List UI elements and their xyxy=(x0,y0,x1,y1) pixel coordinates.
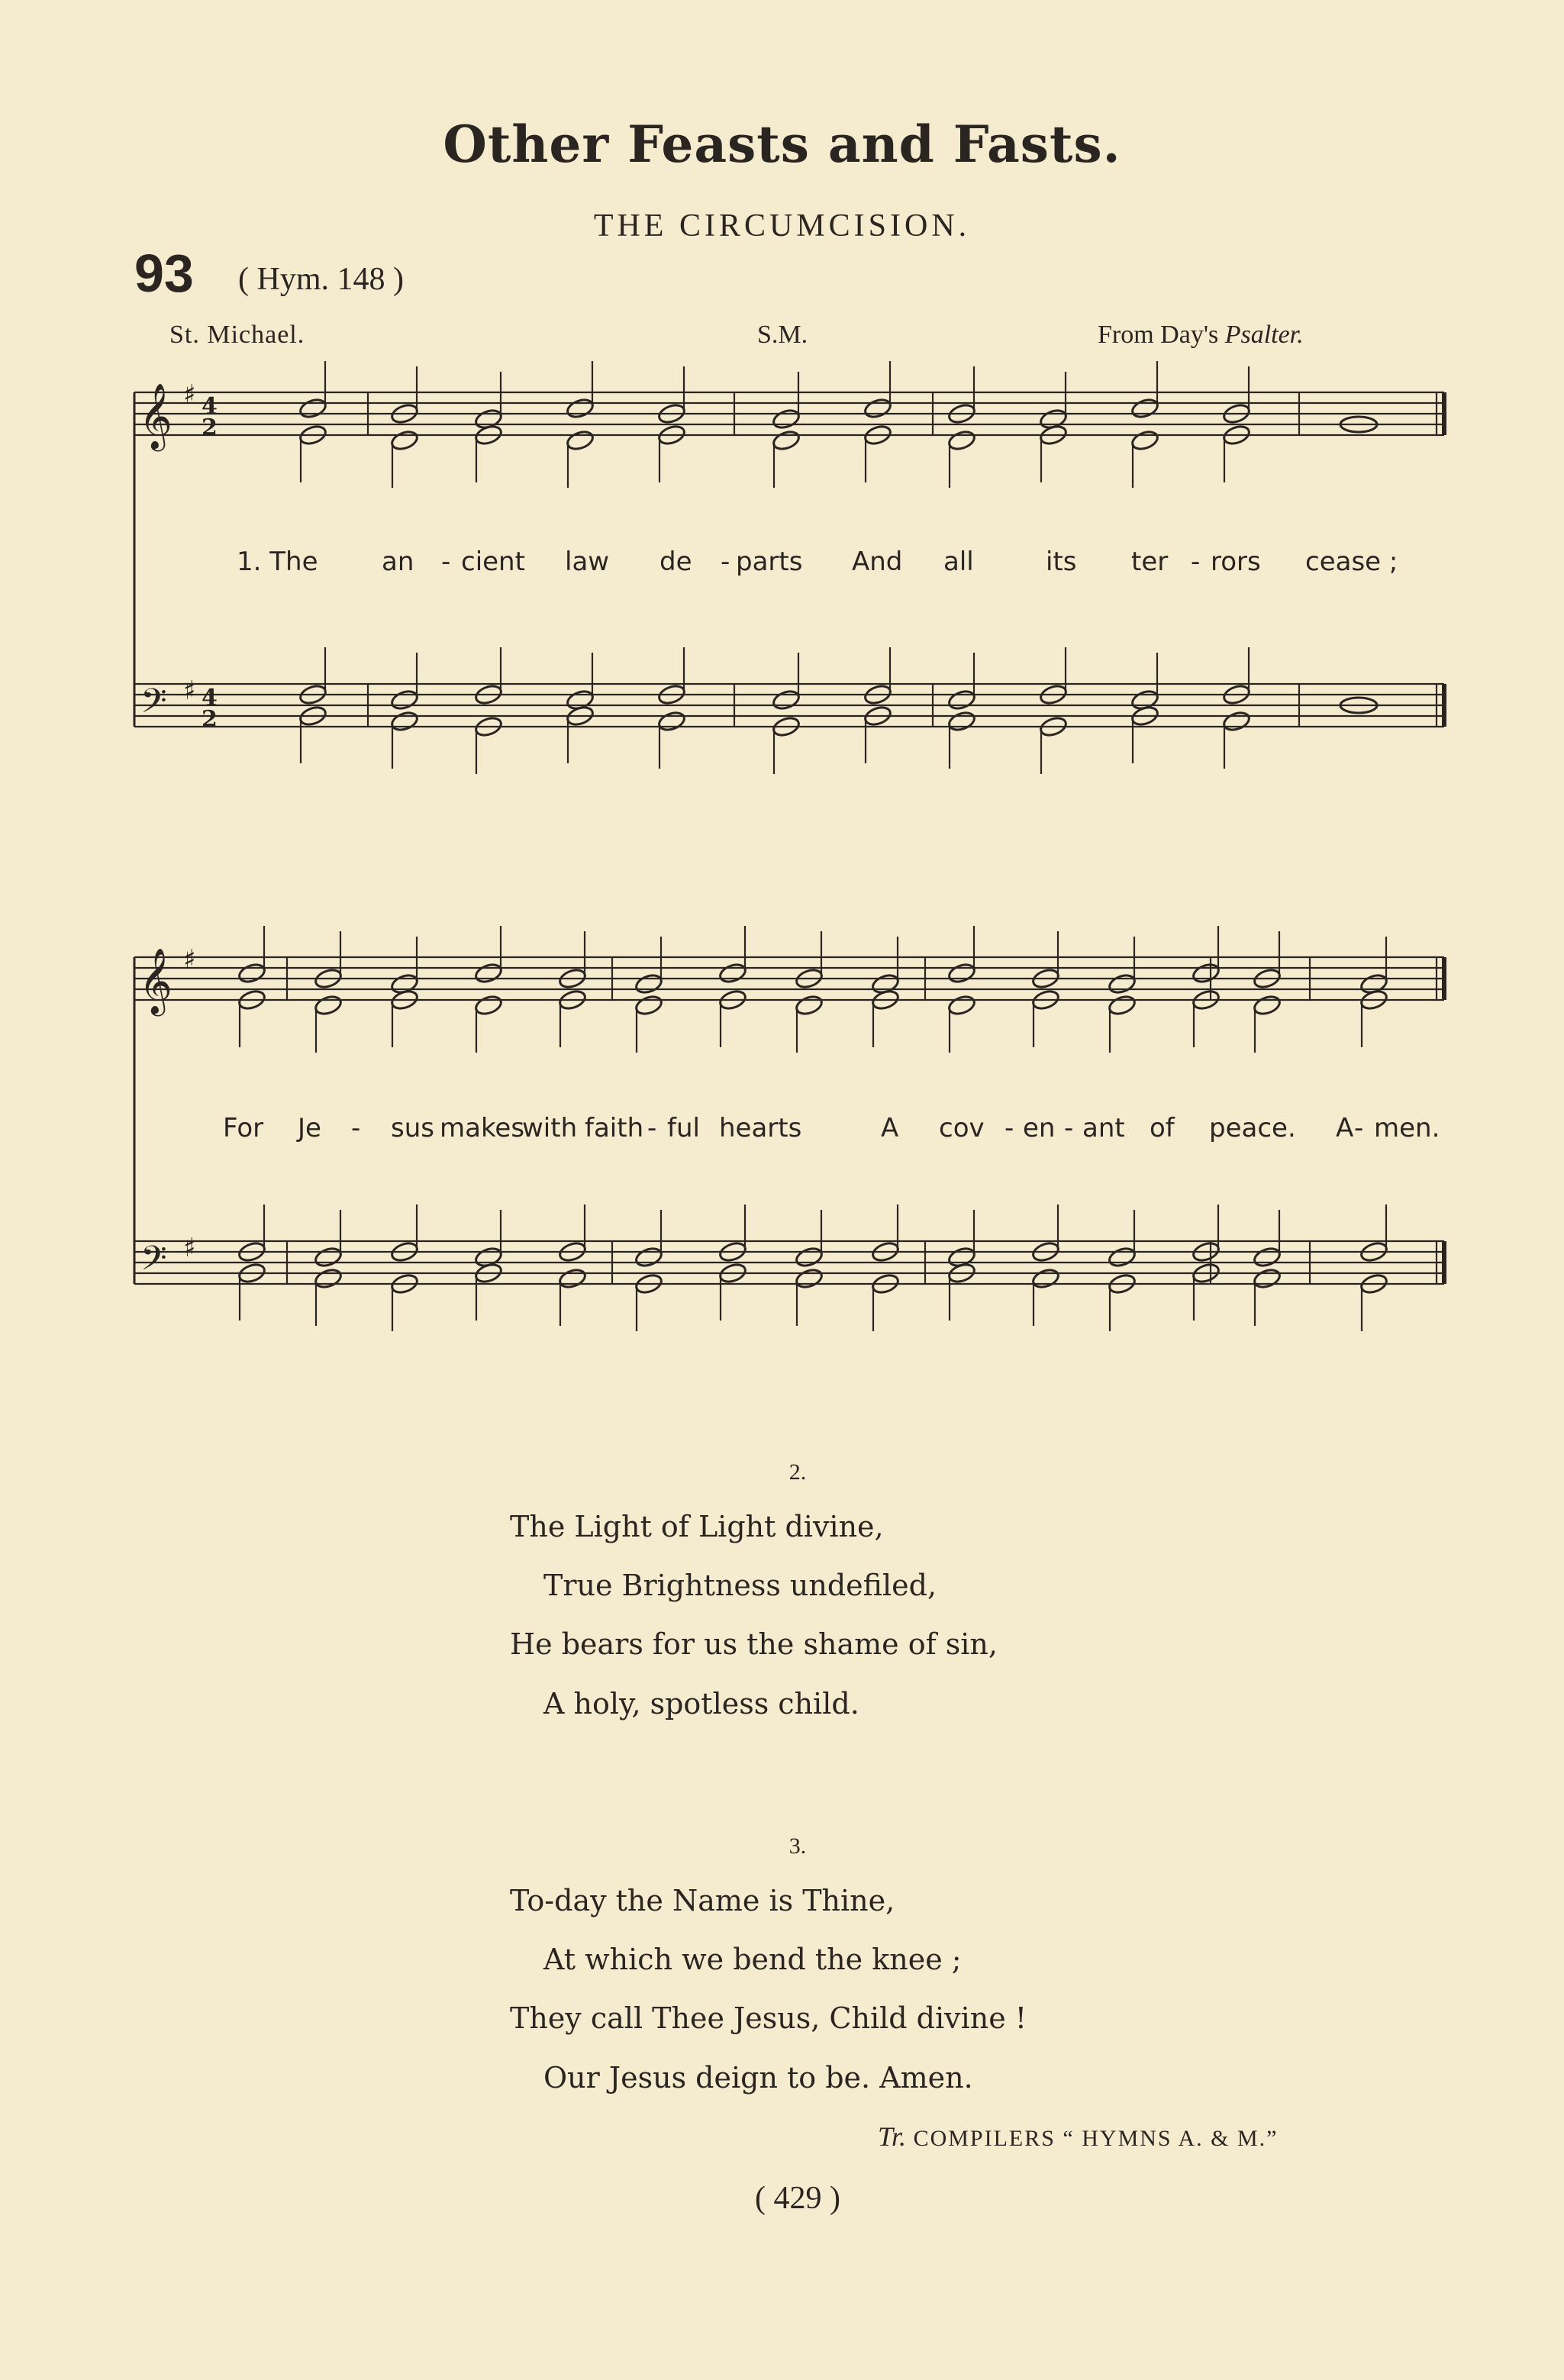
note-head xyxy=(314,1246,343,1269)
stanza-3-line-4: Our Jesus deign to be. Amen. xyxy=(543,2061,973,2095)
lyric-line1-7: parts xyxy=(736,547,803,577)
note-head xyxy=(474,962,504,985)
stanza-2-line-4: A holy, spotless child. xyxy=(543,1687,859,1721)
note-head xyxy=(947,689,977,711)
lyric-line2-11: cov xyxy=(939,1113,985,1143)
page-number: ( 429 ) xyxy=(755,2181,840,2216)
treble-clef-icon: 𝄞 xyxy=(139,948,173,1014)
note-head xyxy=(657,710,687,733)
lyric-line1-10: its xyxy=(1046,547,1077,577)
lyric-line2-5: with xyxy=(522,1113,578,1143)
lyric-line1-14: cease ; xyxy=(1305,547,1398,577)
lyric-line2-15: ant xyxy=(1082,1113,1125,1143)
note-head xyxy=(634,972,664,995)
lyric-line1-6: - xyxy=(721,547,730,577)
sharp-icon: ♯ xyxy=(183,944,196,975)
lyric-line1-4: law xyxy=(565,547,610,577)
note-head xyxy=(390,689,420,711)
lyric-line2-1: Je xyxy=(298,1113,321,1143)
note-head xyxy=(390,429,420,452)
lyric-line1-1: an xyxy=(382,547,414,577)
note-head xyxy=(947,429,977,452)
note-head xyxy=(1253,1267,1282,1290)
stanza-number-3: 3. xyxy=(788,1833,807,1859)
treble-clef-icon: 𝄞 xyxy=(139,383,173,449)
note-head xyxy=(1031,1267,1061,1290)
note-head xyxy=(1253,1246,1282,1269)
time-sig-top: 4 xyxy=(202,685,218,711)
stanza-2-line-3: He bears for us the shame of sin, xyxy=(510,1627,998,1661)
bass-clef-icon: 𝄢 xyxy=(140,681,167,729)
note-head xyxy=(1108,1246,1137,1269)
lyric-line2-2: - xyxy=(351,1113,361,1143)
credit-text: COMPILERS “ HYMNS A. & M.” xyxy=(913,2126,1279,2151)
lyric-line2-16: of xyxy=(1150,1113,1175,1143)
note-head xyxy=(1108,972,1137,995)
lyric-line2-18: A xyxy=(1336,1113,1354,1143)
note-head xyxy=(718,962,748,985)
source-prefix: From Day's xyxy=(1098,321,1219,349)
note-head xyxy=(795,994,824,1017)
note-head xyxy=(1192,962,1221,985)
stanza-3-line-1: To-day the Name is Thine, xyxy=(510,1884,895,1917)
lyric-line1-11: ter xyxy=(1131,547,1169,577)
note-head xyxy=(1108,994,1137,1017)
lyric-line1-9: all xyxy=(943,547,974,577)
note-head xyxy=(947,994,977,1017)
note-head xyxy=(795,1267,824,1290)
note-head xyxy=(772,689,801,711)
feast-title: THE CIRCUMCISION. xyxy=(593,208,971,243)
lyric-line2-4: makes xyxy=(440,1113,525,1143)
note-head xyxy=(772,408,801,431)
stanza-3-line-2: At which we bend the knee ; xyxy=(543,1943,962,1976)
stanza-2-line-1: The Light of Light divine, xyxy=(510,1510,884,1543)
lyric-line2-3: sus xyxy=(391,1113,434,1143)
time-sig-bottom: 2 xyxy=(202,414,218,441)
note-head xyxy=(474,994,504,1017)
note-head xyxy=(947,710,977,733)
lyric-line2-20: men. xyxy=(1374,1113,1440,1143)
note-head xyxy=(314,1267,343,1290)
note-head xyxy=(558,1267,588,1290)
time-sig-top: 4 xyxy=(202,393,218,420)
note-head xyxy=(1130,429,1160,452)
lyric-line2-12: - xyxy=(1005,1113,1014,1143)
tune-name: St. Michael. xyxy=(169,321,305,349)
lyric-line2-14: - xyxy=(1064,1113,1074,1143)
note-head xyxy=(1253,994,1282,1017)
note-head xyxy=(795,1246,824,1269)
hymn-number: 93 xyxy=(134,243,194,303)
lyric-line2-17: peace. xyxy=(1209,1113,1296,1143)
lyric-line2-10: A xyxy=(881,1113,899,1143)
note-head xyxy=(772,429,801,452)
note-head xyxy=(566,429,595,452)
sharp-icon: ♯ xyxy=(183,379,196,410)
sharp-icon: ♯ xyxy=(183,1233,196,1263)
bass-clef-icon: 𝄢 xyxy=(140,1238,167,1286)
lyric-line1-3: cient xyxy=(461,547,525,577)
section-heading: Other Feasts and Fasts. xyxy=(443,114,1121,174)
sharp-icon: ♯ xyxy=(183,676,196,706)
note-head xyxy=(566,397,595,420)
credit-prefix: Tr. xyxy=(878,2121,907,2152)
lyric-line2-9: hearts xyxy=(719,1113,802,1143)
lyric-line2-13: en xyxy=(1023,1113,1056,1143)
note-head xyxy=(634,994,664,1017)
lyric-line2-19: - xyxy=(1354,1113,1364,1143)
lyric-line2-0: For xyxy=(223,1113,264,1143)
note-head xyxy=(1130,397,1160,420)
lyric-line2-6: faith xyxy=(585,1113,644,1143)
note-head xyxy=(298,397,328,420)
translation-credit xyxy=(878,2120,1278,2153)
lyric-line1-12: - xyxy=(1191,547,1201,577)
source-title: Psalter. xyxy=(1224,321,1304,349)
lyric-line1-5: de xyxy=(659,547,692,577)
meter: S.M. xyxy=(757,321,808,349)
lyric-line1-8: And xyxy=(852,547,903,577)
lyric-line1-2: - xyxy=(441,547,451,577)
note-head xyxy=(390,710,420,733)
lyric-line1-13: rors xyxy=(1211,547,1261,577)
note-head xyxy=(314,994,343,1017)
note-head xyxy=(1222,710,1252,733)
lyric-line2-7: - xyxy=(647,1113,657,1143)
note-head xyxy=(863,397,893,420)
note-head xyxy=(634,1246,664,1269)
note-head xyxy=(237,962,267,985)
note-head xyxy=(947,962,977,985)
stanza-3-line-3: They call Thee Jesus, Child divine ! xyxy=(510,2001,1027,2035)
hymnal-reference: ( Hym. 148 ) xyxy=(238,262,404,297)
lyric-line2-8: ful xyxy=(667,1113,700,1143)
lyric-line1-0: 1. The xyxy=(237,547,318,577)
stanza-2-line-2: True Brightness undefiled, xyxy=(543,1569,937,1602)
time-sig-bottom: 2 xyxy=(202,706,218,733)
stanza-number-2: 2. xyxy=(788,1459,807,1485)
